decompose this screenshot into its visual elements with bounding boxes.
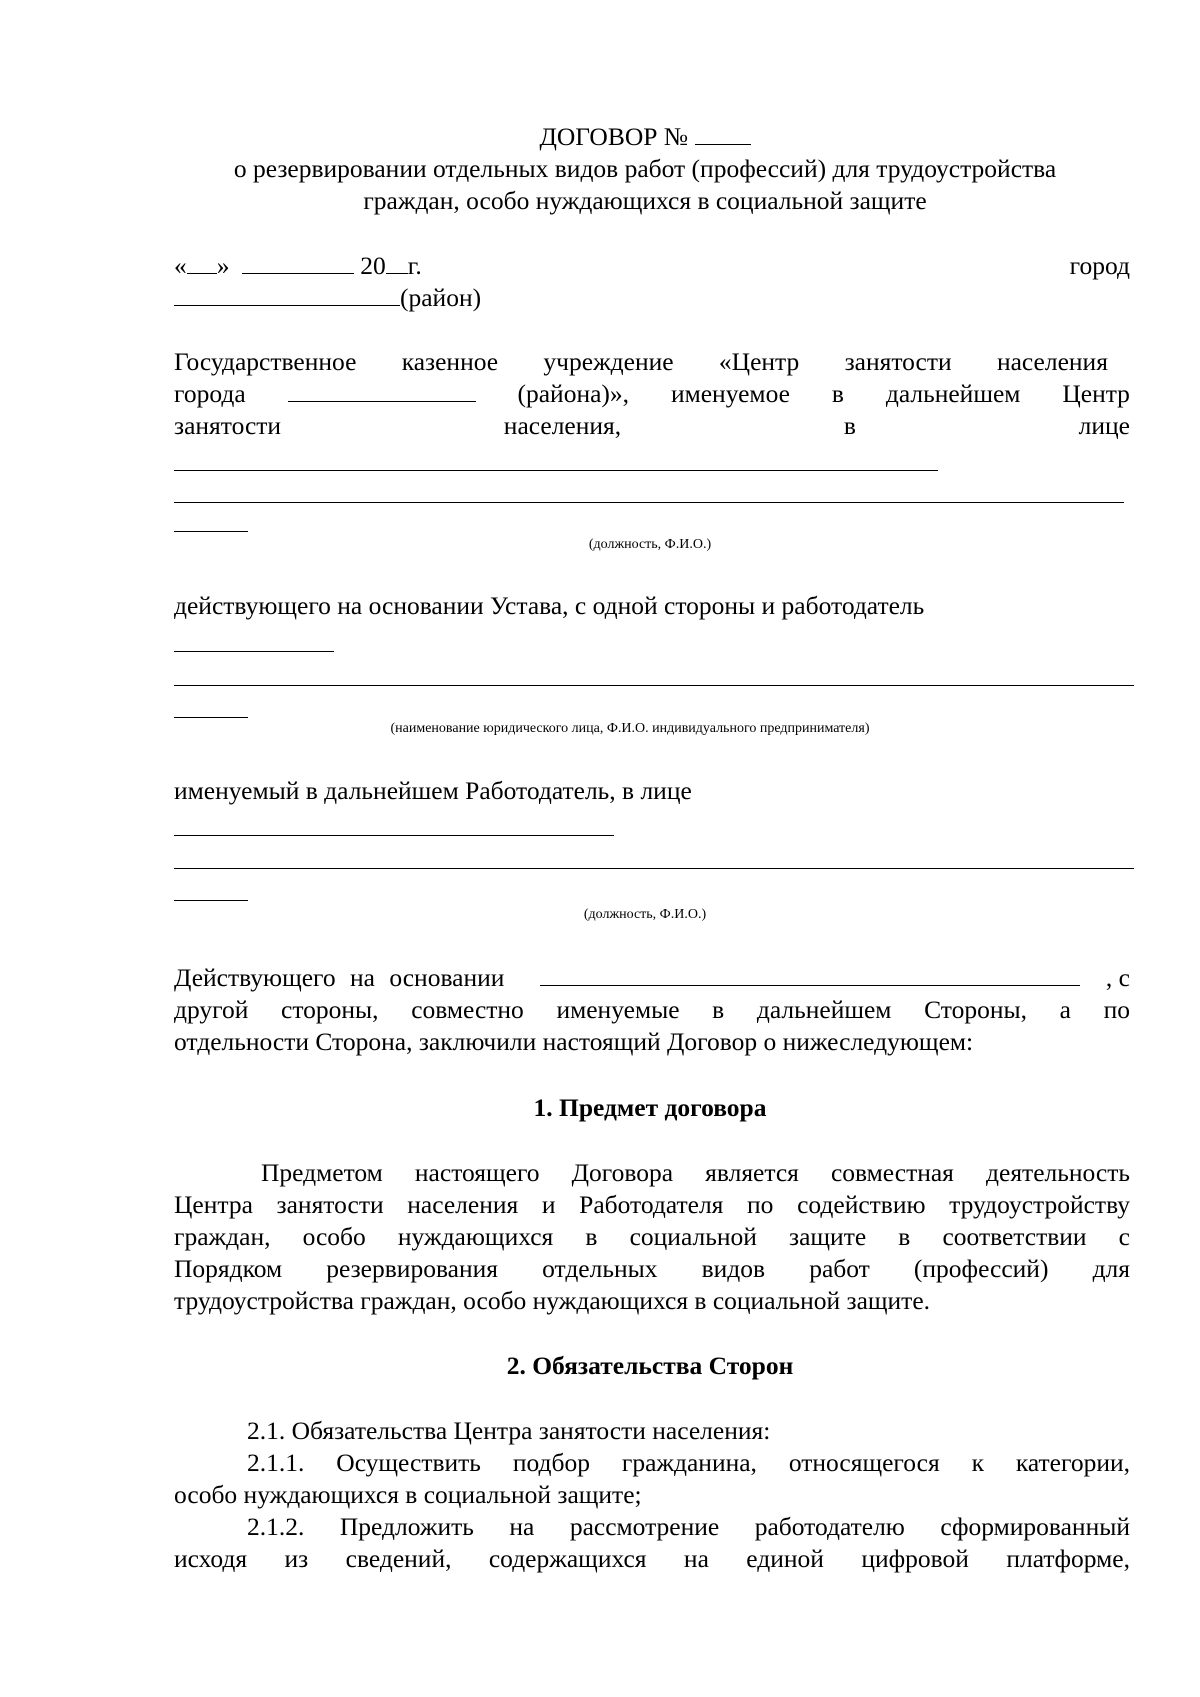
- employer-blank-2: [174, 685, 1134, 686]
- party1-word: населения: [996, 347, 1108, 376]
- item-2-1-2-line2: исходя из сведений, содержащихся на единой цифровой платформе,: [174, 1544, 1130, 1573]
- conclusion-line1: [174, 962, 1130, 994]
- party1-word: города: [174, 379, 246, 408]
- basis-blank: [540, 963, 1080, 986]
- section1-line: Порядком резервирования отдельных видов работ (профессий) для: [174, 1254, 1130, 1283]
- employer-caption: (наименование юридического лица, Ф.И.О. индивидуального предпринимателя): [390, 721, 870, 736]
- close-quote: »: [216, 251, 230, 280]
- day-blank: [187, 251, 217, 274]
- section2-heading: 2. Обязательства Сторон: [506, 1351, 794, 1380]
- district-blank: [174, 283, 400, 306]
- party1-word: (района)»,: [517, 379, 630, 408]
- party1-word: Государственное: [174, 347, 357, 376]
- party1-line3: [174, 410, 1130, 442]
- contract-subtitle-line1: о резервировании отдельных видов работ (профессий) для трудоустройства: [233, 154, 1057, 183]
- open-quote: «: [174, 251, 187, 280]
- position-fio-blank-1: [174, 470, 938, 471]
- employer-rep-blank-3: [174, 900, 248, 901]
- party1-word: лице: [1078, 411, 1130, 440]
- party1-word: в: [831, 379, 844, 408]
- district-label: (район): [400, 283, 482, 312]
- conclusion-end: , с: [1105, 963, 1130, 992]
- item-2-1-2-line1: 2.1.2. Предложить на рассмотрение работодателю сформированный: [247, 1512, 1130, 1541]
- party1-word: занятости: [174, 411, 282, 440]
- employer-blank-3: [174, 717, 248, 718]
- section1-line: Центра занятости населения и Работодателя по содействию трудоустройству: [174, 1190, 1130, 1219]
- contract-subtitle-line2: граждан, особо нуждающихся в социальной защите: [363, 186, 927, 215]
- party1-word: в: [843, 411, 856, 440]
- date-line: [174, 250, 422, 282]
- party1-word: учреждение: [543, 347, 674, 376]
- employer-blank-1: [174, 651, 334, 652]
- party1-word: «Центр: [718, 347, 800, 376]
- party1-word: Центр: [1062, 379, 1130, 408]
- party1-word: дальнейшем: [885, 379, 1021, 408]
- city-name-blank: [288, 379, 476, 402]
- section1-line: Предметом настоящего Договора является совместная деятельность: [261, 1158, 1130, 1187]
- party1-word: казенное: [401, 347, 499, 376]
- section1-line: граждан, особо нуждающихся в социальной защите в соответствии с: [174, 1222, 1130, 1251]
- conclusion-start: Действующего на основании: [174, 963, 505, 992]
- contract-title: [0, 121, 1200, 153]
- month-blank: [242, 251, 354, 274]
- position-fio-blank-3: [174, 531, 248, 532]
- district-line: [174, 282, 481, 314]
- item-2-1: 2.1. Обязательства Центра занятости населения:: [247, 1416, 771, 1445]
- year-suffix: г.: [407, 251, 422, 280]
- item-2-1-1-line1: 2.1.1. Осуществить подбор гражданина, относящегося к категории,: [247, 1448, 1130, 1477]
- contract-number-blank: [695, 122, 751, 145]
- acting-statute-text: действующего на основании Устава, с одной стороны и работодатель: [174, 591, 925, 620]
- position-fio-caption: (должность, Ф.И.О.): [588, 537, 712, 552]
- section1-line: трудоустройства граждан, особо нуждающихся в социальной защите.: [174, 1286, 931, 1315]
- year-prefix: 20: [360, 251, 386, 280]
- conclusion-line2: другой стороны, совместно именуемые в дальнейшем Стороны, а по: [174, 995, 1130, 1024]
- city-label: город: [1069, 251, 1130, 280]
- employer-rep-blank-2: [174, 868, 1134, 869]
- contract-title-text: ДОГОВОР №: [539, 122, 689, 151]
- section1-heading: 1. Предмет договора: [533, 1093, 767, 1122]
- employer-rep-caption: (должность, Ф.И.О.): [583, 907, 707, 922]
- party1-line2: [174, 378, 1130, 410]
- party1-line1: [174, 346, 1108, 378]
- position-fio-blank-2: [174, 502, 1124, 503]
- employer-rep-blank-1: [174, 835, 614, 836]
- party1-word: населения,: [503, 411, 622, 440]
- item-2-1-1-line2: особо нуждающихся в социальной защите;: [174, 1480, 642, 1509]
- party1-word: именуемое: [670, 379, 790, 408]
- employer-named-text: именуемый в дальнейшем Работодатель, в лице: [174, 776, 692, 805]
- conclusion-line3: отдельности Сторона, заключили настоящий Договор о нижеследующем:: [174, 1027, 974, 1056]
- year-blank: [386, 251, 408, 274]
- party1-word: занятости: [844, 347, 952, 376]
